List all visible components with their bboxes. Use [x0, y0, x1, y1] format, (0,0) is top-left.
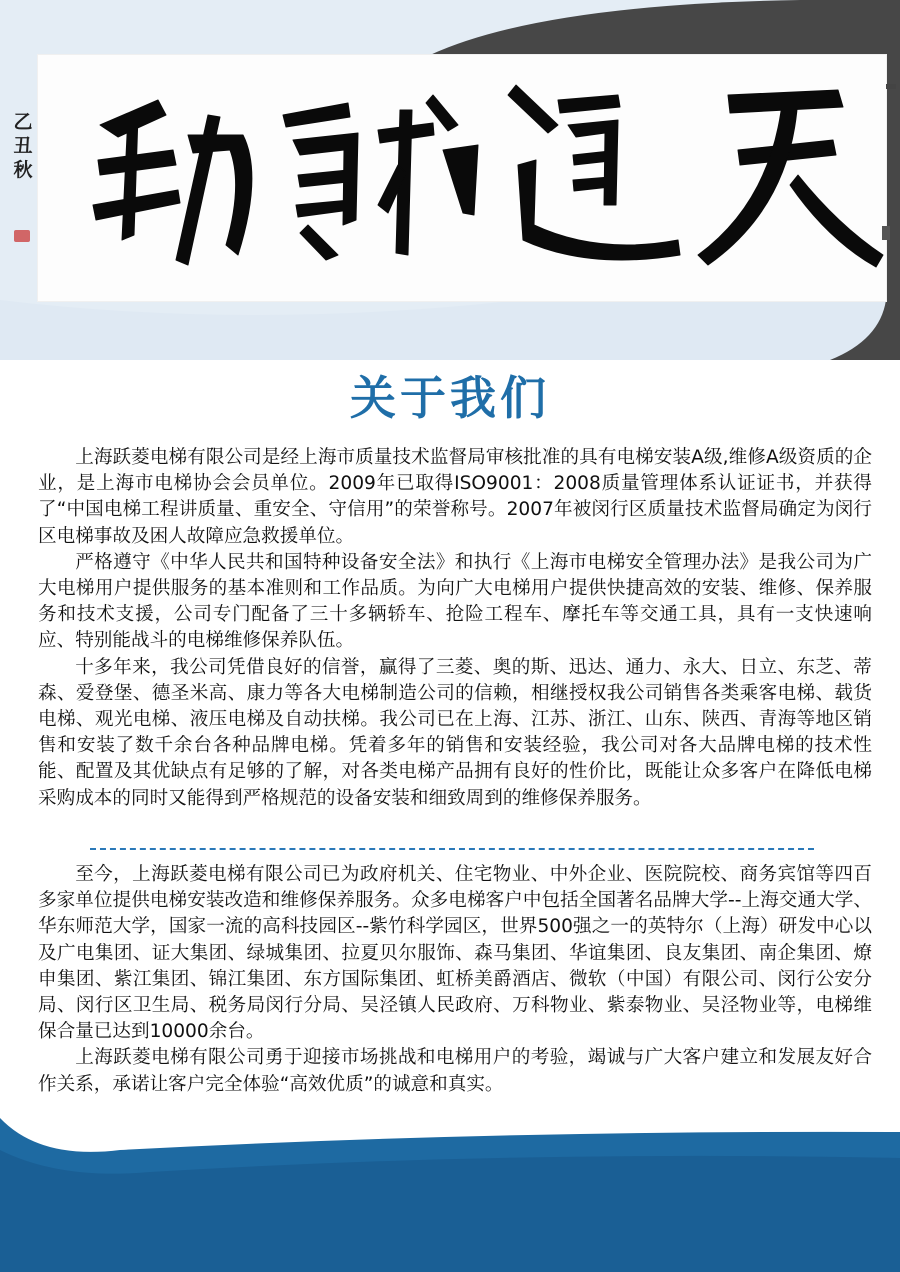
about-section-1	[38, 445, 872, 812]
seal-stamp	[14, 230, 30, 242]
paragraph: 上海跃菱电梯有限公司勇于迎接市场挑战和电梯用户的考验，竭诚与广大客户建立和发展友好合作关系，承诺让客户完全体验“高效优质”的诚意和真实。	[38, 1047, 872, 1095]
about-section-2	[38, 862, 872, 1098]
paragraph: 上海跃菱电梯有限公司是经上海市质量技术监督局审核批准的具有电梯安装A级,维修A级资质的企业，是上海市电梯协会会员单位。2009年已取得ISO9001：2008质量管理体系认证证书，并获得了“中国电梯工程讲质量、重安全、守信用”的荣誉称号。2007年被闵行区质量技术监督局确定为闵行区电梯事故及困人故障应急救援单位。	[38, 447, 872, 547]
corner-mark	[882, 226, 890, 240]
corner-mark	[886, 84, 896, 89]
calligraphy-inscription: 乙丑秋	[13, 111, 33, 181]
paragraph: 十多年来，我公司凭借良好的信誉，赢得了三菱、奥的斯、迅达、通力、永大、日立、东芝、蒂森、爱登堡、德圣米高、康力等各大电梯制造公司的信赖，相继授权我公司销售各类乘客电梯、载货电梯、观光电梯、液压电梯及自动扶梯。我公司已在上海、江苏、浙江、山东、陕西、青海等地区销售和安装了数千余台各种品牌电梯。凭着多年的销售和安装经验，我公司对各大品牌电梯的技术性能、配置及其优缺点有足够的了解，对各类电梯产品拥有良好的性价比，既能让众多客户在降低电梯采购成本的同时又能得到严格规范的设备安装和细致周到的维修保养服务。	[38, 656, 872, 809]
paragraph: 严格遵守《中华人民共和国特种设备安全法》和执行《上海市电梯安全管理办法》是我公司为广大电梯用户提供服务的基本准则和工作品质。为向广大电梯用户提供快捷高效的安装、维修、保养服务和技术支援，公司专门配备了三十多辆轿车、抢险工程车、摩托车等交通工具，具有一支快速响应、特别能战斗的电梯维修保养队伍。	[38, 551, 872, 652]
page-title: 关于我们	[350, 371, 550, 425]
dashed-divider	[90, 848, 814, 850]
paragraph: 至今，上海跃菱电梯有限公司已为政府机关、住宅物业、中外企业、医院院校、商务宾馆等四百多家单位提供电梯安装改造和维修保养服务。众多电梯客户中包括全国著名品牌大学--上海交通大学、华东师范大学，国家一流的高科技园区--紫竹科学园区，世界500强之一的英特尔（上海）研发中心以及广电集团、证大集团、绿城集团、拉夏贝尔服饰、森马集团、华谊集团、良友集团、南企集团、燎申集团、紫江集团、锦江集团、东方国际集团、虹桥美爵酒店、微软（中国）有限公司、闵行公安分局、闵行区卫生局、税务局闵行分局、吴泾镇人民政府、万科物业、紫泰物业、吴泾物业等，电梯维保合量已达到10000余台。	[38, 864, 872, 1043]
calligraphy-artwork	[38, 55, 886, 301]
